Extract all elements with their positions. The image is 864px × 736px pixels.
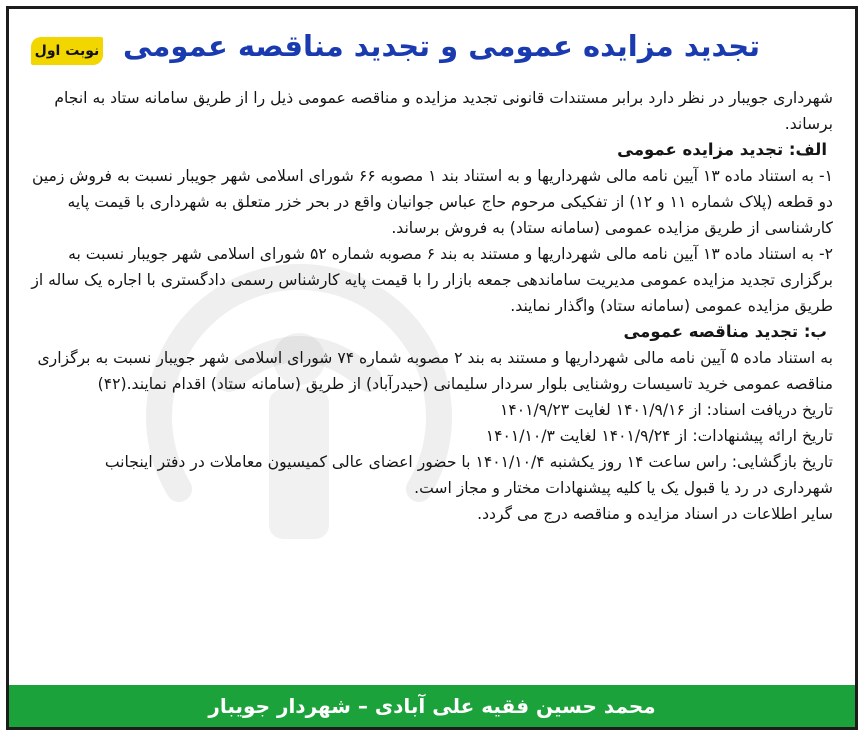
more-info-note: سایر اطلاعات در اسناد مزایده و مناقصه درج می گردد. xyxy=(477,505,833,523)
section-b-heading: ب: تجدید مناقصه عمومی xyxy=(623,322,827,341)
notice-body xyxy=(23,85,841,527)
opening-date: تاریخ بازگشایی: راس ساعت ۱۴ روز یکشنبه ۱۴۰۱/۱۰/۴ با حضور اعضای عالی کمیسیون معاملات در دفتر اینجانب xyxy=(104,453,833,471)
document-receipt-date: تاریخ دریافت اسناد: از ۱۴۰۱/۹/۱۶ لغایت ۱۴۰۱/۹/۲۳ xyxy=(500,401,833,419)
signature-footer: محمد حسین فقیه علی آبادی – شهردار جویبار xyxy=(9,685,855,727)
first-publication-badge: نوبت اول xyxy=(31,37,103,65)
notice-frame xyxy=(6,6,858,730)
notice-title: تجدید مزایده عمومی و تجدید مناقصه عمومی xyxy=(123,29,760,63)
section-a-heading: الف: تجدید مزایده عمومی xyxy=(617,140,827,159)
reject-note: شهرداری در رد یا قبول یک یا کلیه پیشنهادات مختار و مجاز است. xyxy=(414,479,833,497)
section-b-body: به استناد ماده ۵ آیین نامه مالی شهرداریها و مستند به بند ۲ مصوبه شماره ۷۴ شورای اسلامی شهر جویبار نسبت به برگزاری مناقصه عمومی خرید تاسیسات روشنایی بلوار سردار سلیمانی (حیدرآباد) از طریق (سامانه ستاد) اقدام نمایند.(۴۲) xyxy=(37,349,833,393)
section-a-item-1: ۱- به استناد ماده ۱۳ آیین نامه مالی شهرداریها و به استناد بند ۱ مصوبه ۶۶ شورای اسلامی شهر جویبار نسبت به فروش زمین دو قطعه (پلاک شماره ۱۱ و ۱۲) از تفکیکی مرحوم حاج عباس جوانیان واقع در بحر خزر متعلق به شهرداری با قیمت پایه کارشناسی از طریق مزایده عمومی (سامانه ستاد) به فروش برساند. xyxy=(31,167,833,237)
intro-paragraph: شهرداری جویبار در نظر دارد برابر مستندات قانونی تجدید مزایده و مناقصه عمومی ذیل را از طریق سامانه ستاد به انجام برساند. xyxy=(54,89,833,133)
offer-submission-date: تاریخ ارائه پیشنهادات: از ۱۴۰۱/۹/۲۴ لغایت ۱۴۰۱/۱۰/۳ xyxy=(485,427,833,445)
section-a-item-2: ۲- به استناد ماده ۱۳ آیین نامه مالی شهرداریها و مستند به بند ۶ مصوبه شماره ۵۲ شورای اسلامی شهر جویبار نسبت به برگزاری تجدید مزایده عمومی مدیریت ساماندهی جمعه بازار را با قیمت پایه کارشناس رسمی دادگستری با اجاره یک ساله از طریق مزایده عمومی (سامانه ستاد) واگذار نمایند. xyxy=(31,245,833,315)
